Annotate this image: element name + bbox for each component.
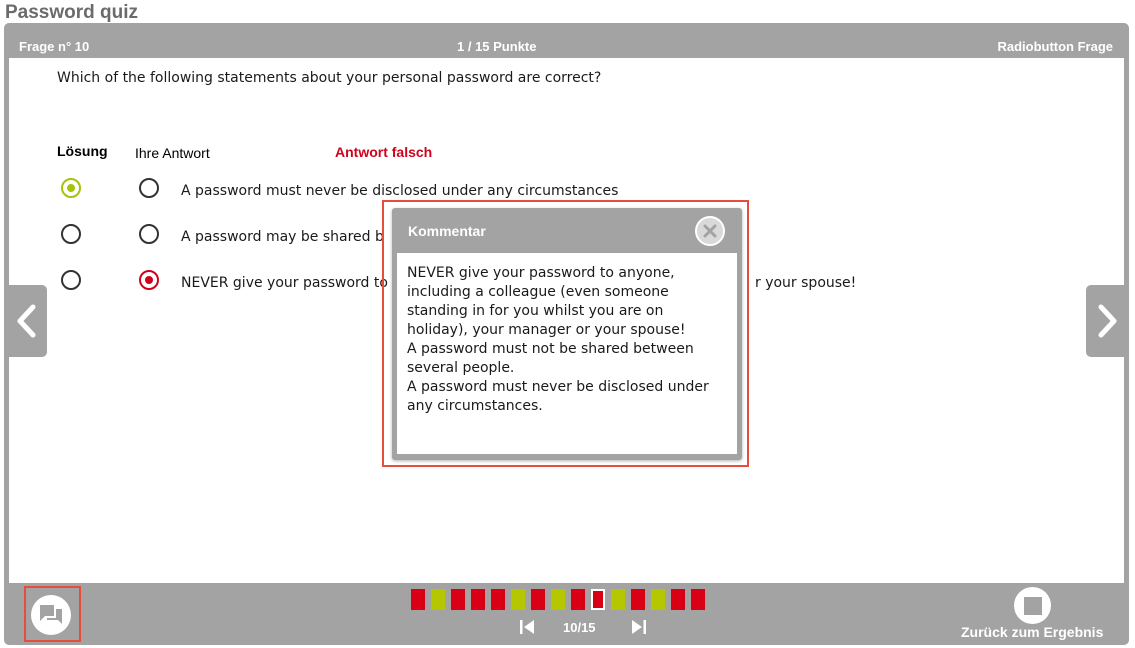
back-to-result-label[interactable]: Zurück zum Ergebnis (961, 624, 1104, 640)
option-text-3: NEVER give your password to (181, 275, 388, 291)
option-text-1: A password must never be disclosed under any circumstances (181, 183, 619, 199)
page-indicator: 10/15 (563, 620, 596, 635)
option-text-2: A password may be shared b (181, 229, 384, 245)
progress-square-7[interactable] (531, 589, 545, 610)
question-text: Which of the following statements about your personal password are correct? (57, 70, 602, 86)
progress-square-13[interactable] (651, 589, 665, 610)
solution-radio-1 (61, 178, 81, 198)
question-type: Radiobutton Frage (997, 39, 1113, 54)
solution-radio-2 (61, 224, 81, 244)
option-text-3-tail: r your spouse! (755, 275, 857, 291)
progress-square-1[interactable] (411, 589, 425, 610)
answer-radio-2[interactable] (139, 224, 159, 244)
back-to-result-button[interactable] (1014, 587, 1051, 624)
progress-square-3[interactable] (451, 589, 465, 610)
score-indicator: 1 / 15 Punkte (457, 39, 537, 54)
previous-question-button[interactable] (4, 285, 47, 357)
progress-square-15[interactable] (691, 589, 705, 610)
question-number: Frage n° 10 (19, 39, 90, 54)
quiz-header (4, 23, 1129, 58)
stop-icon (1024, 597, 1042, 615)
popup-title: Kommentar (408, 223, 486, 239)
chevron-left-icon (15, 304, 37, 338)
progress-square-5[interactable] (491, 589, 505, 610)
answer-column-header: Ihre Antwort (135, 145, 210, 161)
close-button[interactable] (695, 216, 725, 246)
first-page-icon[interactable] (518, 618, 536, 636)
progress-square-2[interactable] (431, 589, 445, 610)
progress-square-11[interactable] (611, 589, 625, 610)
comment-popup (392, 208, 742, 460)
solution-column-header: Lösung (57, 143, 108, 159)
question-progress (411, 589, 705, 610)
last-page-icon[interactable] (630, 618, 648, 636)
progress-square-8[interactable] (551, 589, 565, 610)
progress-square-4[interactable] (471, 589, 485, 610)
result-label: Antwort falsch (335, 144, 433, 160)
comment-button[interactable] (31, 595, 71, 635)
next-question-button[interactable] (1086, 285, 1129, 357)
solution-radio-3 (61, 270, 81, 290)
close-icon (703, 224, 717, 238)
chevron-right-icon (1097, 304, 1119, 338)
progress-square-9[interactable] (571, 589, 585, 610)
answer-radio-3[interactable] (139, 270, 159, 290)
progress-square-10[interactable] (591, 589, 605, 610)
pager (518, 618, 648, 636)
chat-bubbles-icon (38, 603, 64, 627)
progress-square-12[interactable] (631, 589, 645, 610)
app-title: Password quiz (5, 2, 139, 23)
progress-square-6[interactable] (511, 589, 525, 610)
answer-radio-1[interactable] (139, 178, 159, 198)
popup-body: NEVER give your password to anyone, including a colleague (even someone standing in for you whilst you are on holiday), your manager or your spouse! A password must not be shared between several people. A password must never be disclosed under any circumstances. (397, 253, 737, 454)
progress-square-14[interactable] (671, 589, 685, 610)
